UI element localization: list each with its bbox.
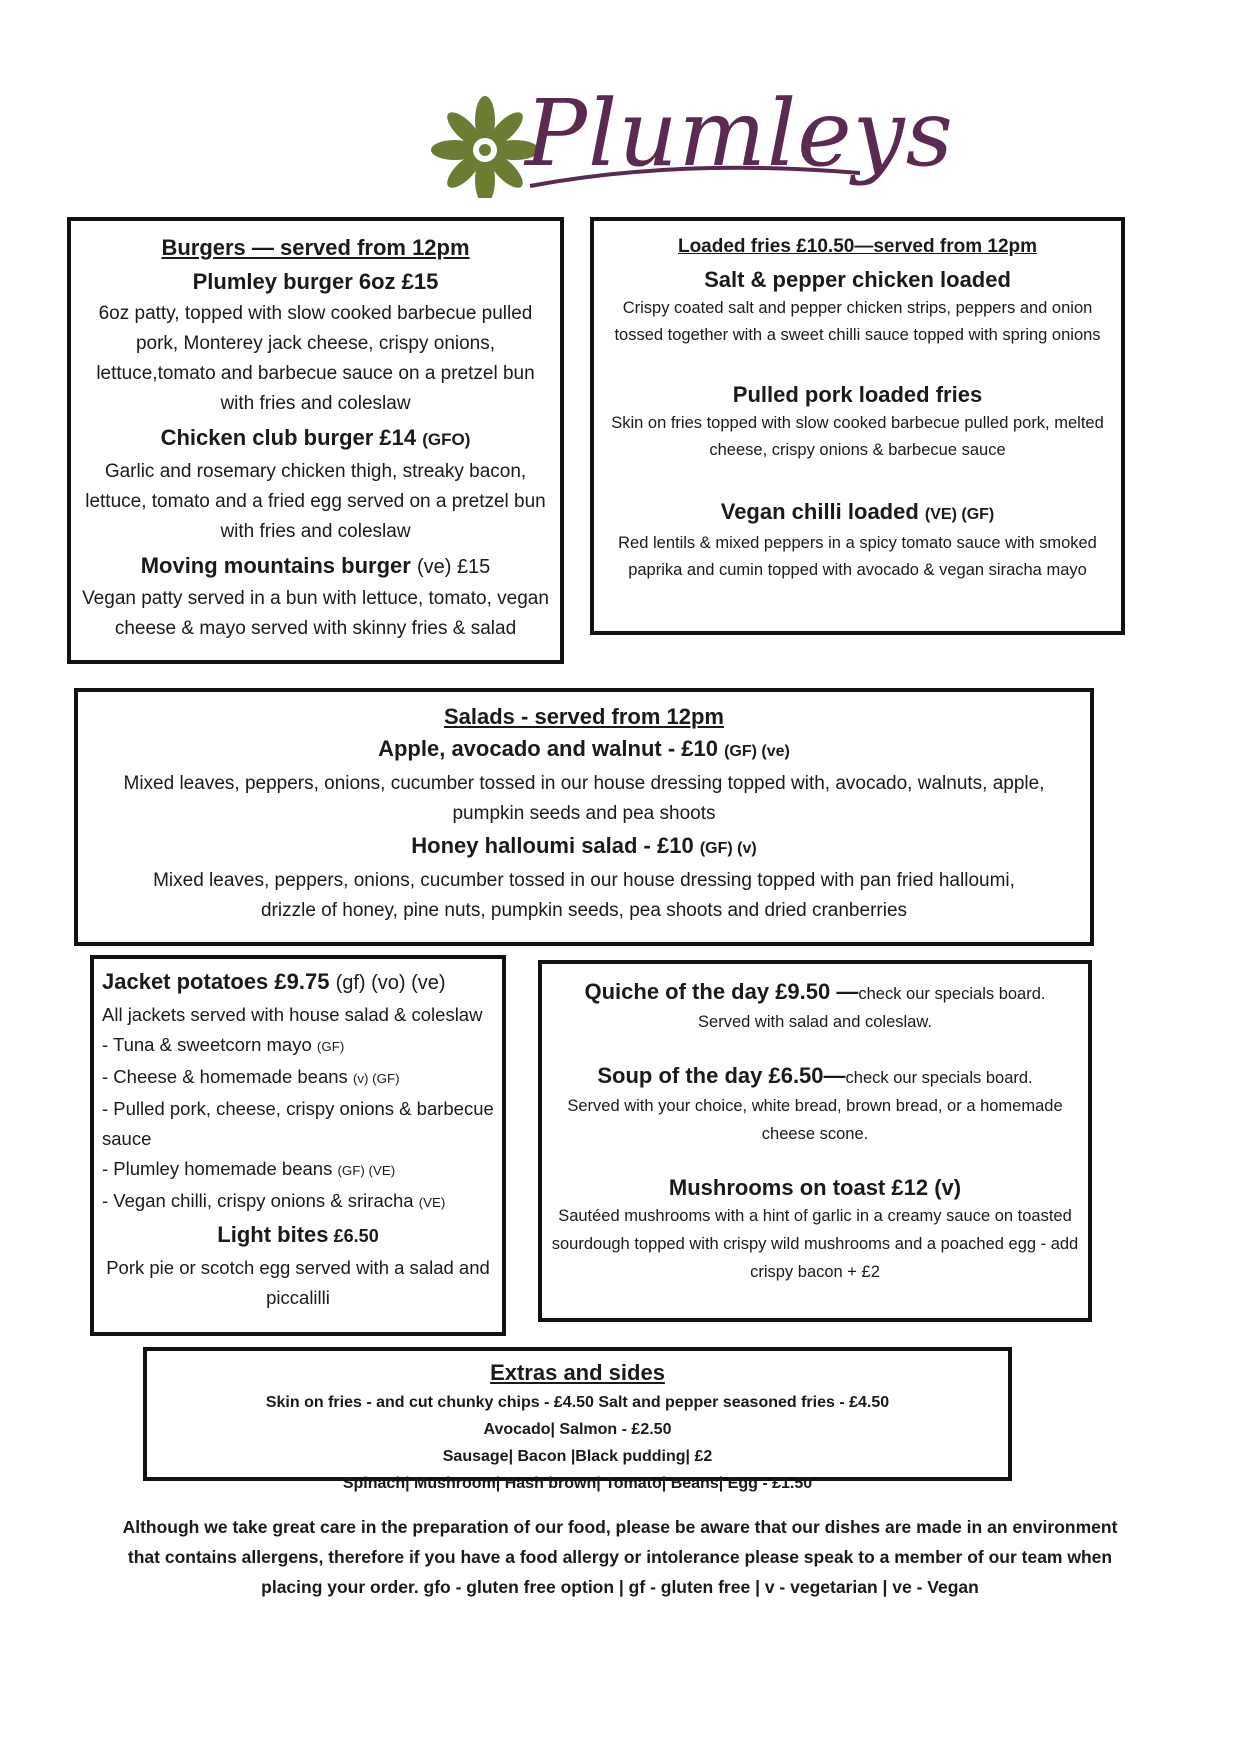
salad-item-desc-line: Mixed leaves, peppers, onions, cucumber tossed in our house dressing topped with pan fried halloumi,: [153, 870, 1015, 891]
salads-section: [74, 688, 1094, 946]
burger-item-tag: (ve) £15: [416, 556, 491, 578]
burgers-section: [67, 217, 564, 664]
salad-item-desc-line: drizzle of honey, pine nuts, pumpkin seeds, pea shoots and dried cranberries: [260, 900, 908, 921]
salad-item-heading: [86, 734, 1082, 767]
loaded-item-title: Salt & pepper chicken loaded: [704, 267, 1011, 292]
jacket-heading: [102, 967, 494, 998]
special-item-heading: [550, 978, 1080, 1008]
jacket-tag: (gf) (vo) (ve): [335, 972, 446, 994]
loaded-heading: Loaded fries £10.50—served from 12pm: [677, 236, 1038, 257]
burger-item-desc: Vegan patty served in a bun with lettuce, tomato, vegan cheese & mayo served with skinny fries & salad: [82, 588, 549, 639]
brand-logo: [430, 80, 954, 198]
burger-item-title: Moving mountains burger: [140, 553, 411, 578]
burgers-heading: Burgers — served from 12pm: [161, 235, 470, 260]
burger-item-title: Chicken club burger £14: [160, 425, 417, 450]
loaded-item-desc: Crispy coated salt and pepper chicken strips, peppers and onion tossed together with a sweet chilli sauce topped with spring onions: [614, 299, 1101, 344]
burger-item-heading: [81, 423, 550, 455]
burger-item-desc: 6oz patty, topped with slow cooked barbecue pulled pork, Monterey jack cheese, crispy onions, lettuce,tomato and barbecue sauce on a pretzel bun with fries and coleslaw: [96, 303, 535, 414]
light-bites-price: £6.50: [333, 1226, 379, 1246]
loaded-item-title: Vegan chilli loaded: [720, 499, 919, 524]
loaded-fries-section: [590, 217, 1125, 635]
loaded-item-desc: Red lentils & mixed peppers in a spicy tomato sauce with smoked paprika and cumin topped with avocado & vegan siracha mayo: [618, 534, 1097, 579]
filling-tag: (v) (GF): [352, 1071, 400, 1086]
loaded-item-heading: [604, 498, 1111, 528]
jackets-section: [90, 955, 506, 1336]
filling-tag: (VE): [418, 1195, 446, 1210]
jacket-filling: [102, 1186, 494, 1218]
light-bites-desc: Pork pie or scotch egg served with a salad and piccalilli: [106, 1257, 490, 1308]
burger-item-title: Plumley burger 6oz £15: [192, 269, 439, 294]
extras-line: Spinach| Mushroom| Hash brown| Tomato| Beans| Egg - £1.50: [342, 1475, 813, 1492]
special-item-desc: Served with salad and coleslaw.: [698, 1013, 932, 1031]
filling-text: - Vegan chilli, crispy onions & sriracha: [102, 1190, 414, 1211]
filling-text: - Tuna & sweetcorn mayo: [102, 1034, 312, 1055]
special-item-title: Mushrooms on toast £12 (v): [668, 1175, 962, 1200]
loaded-item-tag: (VE) (GF): [924, 506, 995, 523]
extras-section: [143, 1347, 1012, 1492]
jacket-intro: All jackets served with house salad & coleslaw: [102, 1004, 483, 1025]
jacket-filling: [102, 1062, 494, 1094]
salad-item-title: Apple, avocado and walnut - £10: [378, 736, 718, 761]
specials-section: [538, 960, 1092, 1322]
special-item-desc: Served with your choice, white bread, brown bread, or a homemade cheese scone.: [567, 1097, 1063, 1143]
filling-text: - Plumley homemade beans: [102, 1158, 333, 1179]
filling-text: - Pulled pork, cheese, crispy onions & barbecue sauce: [102, 1098, 494, 1149]
special-item-desc: Sautéed mushrooms with a hint of garlic in a creamy sauce on toasted sourdough topped with crispy wild mushrooms and a poached egg - add crispy bacon + £2: [551, 1207, 1079, 1281]
allergy-notice: [40, 1512, 1200, 1602]
light-bites-title: Light bites: [217, 1222, 329, 1247]
salad-item-title: Honey halloumi salad - £10: [411, 833, 694, 858]
burger-item-desc: Garlic and rosemary chicken thigh, streaky bacon, lettuce, tomato and a fried egg served on a pretzel bun with fries and coleslaw: [85, 461, 546, 542]
salads-heading: Salads - served from 12pm: [443, 704, 724, 729]
allergy-line: Although we take great care in the preparation of our food, please be aware that our dishes are made in an environment: [122, 1517, 1118, 1537]
allergy-line: placing your order. gfo - gluten free option | gf - gluten free | v - vegetarian | ve - Vegan: [261, 1577, 979, 1597]
special-item-note: check our specials board.: [845, 1069, 1033, 1087]
special-item-note: check our specials board.: [858, 985, 1046, 1003]
special-item-title: Soup of the day £6.50—: [597, 1063, 846, 1088]
jacket-filling: [102, 1154, 494, 1186]
loaded-item-title: Pulled pork loaded fries: [732, 382, 983, 407]
filling-tag: (GF) (VE): [337, 1163, 396, 1178]
filling-tag: (GF): [316, 1039, 345, 1054]
jacket-filling: [102, 1094, 494, 1154]
extras-line: Sausage| Bacon |Black pudding| £2: [442, 1448, 713, 1465]
special-item-heading: [550, 1062, 1080, 1092]
salad-item-heading: [86, 831, 1082, 864]
extras-heading: Extras and sides: [490, 1360, 665, 1385]
filling-text: - Cheese & homemade beans: [102, 1066, 348, 1087]
special-item-title: Quiche of the day £9.50 —: [584, 979, 859, 1004]
jacket-title: Jacket potatoes £9.75: [102, 969, 330, 994]
light-bites-heading: [102, 1220, 494, 1251]
jacket-filling: [102, 1030, 494, 1062]
salad-item-tag: (GF) (ve): [724, 743, 790, 760]
brand-name: Plumleys: [525, 80, 954, 187]
loaded-item-desc: Skin on fries topped with slow cooked barbecue pulled pork, melted cheese, crispy onions & barbecue sauce: [611, 414, 1104, 459]
salad-item-tag: (GF) (v): [699, 840, 757, 857]
salad-item-desc: Mixed leaves, peppers, onions, cucumber tossed in our house dressing topped with, avocado, walnuts, apple, pumpkin seeds and pea shoots: [123, 773, 1045, 824]
burger-item-heading: [81, 551, 550, 582]
burger-item-tag: (GFO): [422, 430, 471, 449]
extras-line: Avocado| Salmon - £2.50: [483, 1421, 672, 1438]
extras-line: Skin on fries - and cut chunky chips - £4.50 Salt and pepper seasoned fries - £4.50: [265, 1394, 890, 1411]
allergy-line: that contains allergens, therefore if you have a food allergy or intolerance please speak to a member of our team when: [127, 1547, 1113, 1567]
